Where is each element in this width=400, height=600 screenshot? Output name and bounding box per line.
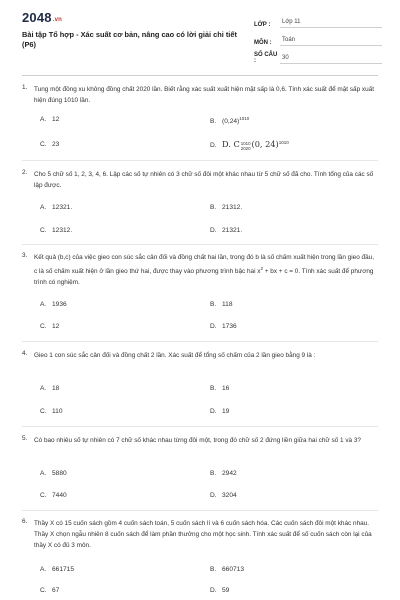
question-number: 6.	[22, 518, 28, 525]
option-b[interactable]	[210, 301, 233, 308]
option-letter: A.	[40, 301, 47, 308]
meta-value: Toán	[280, 35, 382, 46]
option-letter: D.	[210, 492, 217, 499]
meta-box	[254, 14, 382, 68]
option-letter: B.	[210, 118, 217, 126]
option-c[interactable]	[40, 141, 59, 148]
option-value: 12312.	[52, 227, 73, 234]
option-exponent: 1010	[239, 116, 250, 121]
option-c[interactable]	[40, 323, 59, 330]
option-b[interactable]	[210, 566, 244, 573]
option-letter: B.	[210, 470, 217, 477]
option-letter: D.	[210, 227, 217, 234]
option-letter: D.	[210, 142, 217, 149]
option-value: 21312.	[222, 204, 243, 211]
option-c[interactable]	[40, 227, 72, 234]
option-value: 16	[222, 385, 230, 392]
question-number: 3.	[22, 252, 28, 259]
option-a[interactable]	[40, 470, 67, 477]
question-text: Có bao nhiêu số tự nhiên có 7 chữ số khác nhau từng đôi một, trong đó chữ số 2 đứng liền giữa hai chữ số 1 và 3?	[34, 437, 361, 444]
question-text: Tung một đồng xu không đồng chất 2020 lần. Biết rằng xác suất xuất hiện mặt sấp là 0,6. Tính xác suất để mặt sấp xuất hiện đúng 1010 lần.	[34, 86, 374, 104]
option-letter: C.	[40, 587, 47, 594]
option-exponent: 1010	[278, 139, 289, 145]
meta-value: Lớp 11	[280, 17, 382, 28]
option-letter: B.	[210, 301, 217, 308]
option-b[interactable]	[210, 116, 249, 125]
logo-main: 2048	[22, 10, 52, 25]
option-value: 18	[52, 385, 60, 392]
option-a[interactable]	[40, 204, 72, 211]
option-letter: A.	[40, 204, 47, 211]
option-value: 118	[222, 301, 233, 308]
option-value: 5880	[52, 470, 67, 477]
option-tail: (0, 24)	[251, 139, 279, 149]
option-letter: C.	[40, 408, 47, 415]
option-value: 19	[222, 408, 230, 415]
option-b[interactable]	[210, 204, 242, 211]
frac-bottom: 2020	[240, 146, 251, 151]
question-divider	[22, 244, 378, 245]
option-combination-indices	[241, 141, 251, 151]
option-letter: B.	[210, 385, 217, 392]
meta-label: LỚP :	[254, 22, 271, 28]
question-number: 2.	[22, 169, 28, 176]
option-c[interactable]	[40, 492, 67, 499]
option-value: 59	[222, 587, 230, 594]
option-letter: C.	[40, 323, 47, 330]
option-letter: C.	[40, 227, 47, 234]
option-value: 3204	[222, 492, 237, 499]
question-text-part: Kết quả (b,c) của việc gieo con súc sắc cân đối và đồng chất hai lần, trong đó b là số chấm xuất hiện trong lần gieo đầu, c là số chấm xuất hiện ở lần gieo thứ hai, được thay vào phương trình bậc hai x	[34, 254, 374, 276]
option-value: 12321.	[52, 204, 73, 211]
option-value: 110	[52, 408, 63, 415]
question-text	[34, 252, 378, 288]
question-text: Gieo 1 con súc sắc cân đối và đồng chất 2 lần. Xác suất để tổng số chấm của 2 lần gieo bằng 9 là :	[34, 352, 316, 359]
question-exponent: 2	[260, 266, 263, 271]
option-value: 1736	[222, 323, 237, 330]
question-divider	[22, 160, 378, 161]
option-b[interactable]	[210, 385, 229, 392]
option-a[interactable]	[40, 116, 59, 123]
option-letter: A.	[40, 470, 47, 477]
document-header	[22, 8, 382, 68]
meta-row-class	[254, 14, 382, 28]
question-divider	[22, 510, 378, 511]
frac-top: 1010	[240, 141, 251, 146]
option-a[interactable]	[40, 566, 74, 573]
option-letter: C.	[40, 141, 47, 148]
option-d[interactable]	[210, 139, 289, 151]
option-d[interactable]	[210, 492, 237, 499]
option-letter: A.	[40, 566, 47, 573]
option-value: 23	[52, 141, 60, 148]
option-d[interactable]	[210, 408, 229, 415]
meta-label: MÔN :	[254, 40, 272, 46]
option-value: D. C	[222, 139, 240, 149]
question-text: Cho 5 chữ số 1, 2, 3, 4, 6. Lập các số tự nhiên có 3 chữ số đôi một khác nhau từ 5 chữ số đã cho. Tính tổng của các số lập được.	[34, 171, 374, 189]
option-letter: D.	[210, 587, 217, 594]
option-value: 2942	[222, 470, 237, 477]
option-letter: C.	[40, 492, 47, 499]
option-c[interactable]	[40, 587, 59, 594]
option-a[interactable]	[40, 385, 59, 392]
option-letter: B.	[210, 204, 217, 211]
option-value: 660713	[222, 566, 245, 573]
option-value: 21321.	[222, 227, 243, 234]
option-value: (0,24)	[222, 118, 240, 126]
logo-suffix: .vn	[52, 17, 63, 23]
option-b[interactable]	[210, 470, 237, 477]
option-d[interactable]	[210, 227, 242, 234]
meta-row-count	[254, 50, 382, 64]
question-number: 4.	[22, 350, 28, 357]
meta-value: 30	[280, 53, 382, 64]
question-text: Thầy X có 15 cuốn sách gồm 4 cuốn sách toán, 5 cuốn sách lí và 6 cuốn sách hóa. Các cuốn sách đôi một khác nhau. Thầy X chọn ngẫu nhiên 8 cuốn sách để làm phần thưởng cho một học sinh. Tính xác suất để số cuốn sách còn lại của thầy X có đủ 3 môn.	[34, 520, 372, 549]
option-letter: A.	[40, 385, 47, 392]
question-divider	[22, 426, 378, 427]
option-d[interactable]	[210, 323, 237, 330]
option-letter: D.	[210, 323, 217, 330]
meta-label: SỐ CÂU :	[254, 52, 278, 64]
option-value: 661715	[52, 566, 75, 573]
option-letter: B.	[210, 566, 217, 573]
option-value: 12	[52, 323, 60, 330]
question-number: 5.	[22, 435, 28, 442]
option-value: 67	[52, 587, 60, 594]
question-number: 1.	[22, 84, 28, 91]
question-text-part: + bx + c = 0. Tính xác suất để phương trình có nghiệm.	[34, 268, 374, 287]
option-value: 1936	[52, 301, 67, 308]
question-divider	[22, 341, 378, 342]
page-title: Bài tập Tổ hợp - Xác suất cơ bản, nâng cao có lời giải chi tiết (P6)	[22, 30, 237, 49]
option-a[interactable]	[40, 301, 67, 308]
option-letter: A.	[40, 116, 47, 123]
site-logo[interactable]	[22, 10, 62, 25]
option-value: 7440	[52, 492, 67, 499]
option-d[interactable]	[210, 587, 229, 594]
meta-row-subject	[254, 32, 382, 46]
option-letter: D.	[210, 408, 217, 415]
option-value: 12	[52, 116, 60, 123]
header-divider	[22, 75, 378, 76]
option-c[interactable]	[40, 408, 63, 415]
